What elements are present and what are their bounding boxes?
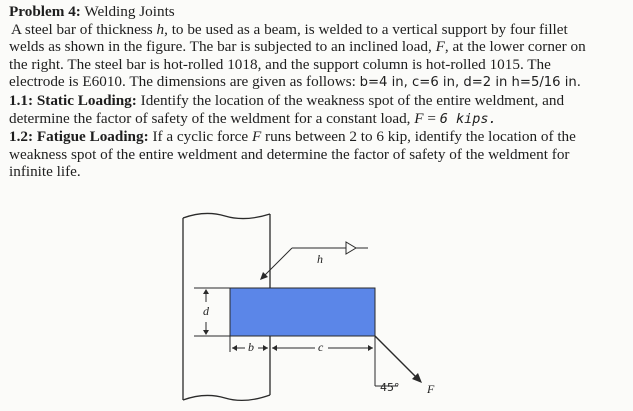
b-arrowhead-left: [232, 345, 237, 351]
part2-line-1: 1.2: Fatigue Loading: If a cyclic force F runs between 2 to 6 kip, identify the location of the: [9, 128, 576, 146]
problem-line-2: welds as shown in the figure. The bar is subjected to an inclined load, F, at the lower corner on: [9, 38, 586, 56]
weld-diagram: [150, 190, 530, 411]
weld-symbol-flag: [346, 242, 356, 254]
label-F: F: [427, 382, 435, 396]
weld-figure: [150, 190, 530, 411]
problem-heading-line: [9, 3, 624, 21]
d-arrowhead-top: [203, 289, 209, 294]
constant-load-value: 6 kips.: [439, 110, 497, 127]
part2-line-2: weakness spot of the entire weldment and determine the factor of safety of the weldment for: [9, 145, 570, 163]
load-arrow: [375, 336, 420, 381]
steel-bar: [230, 288, 375, 336]
problem-line-1: A steel bar of thickness h, to be used as a beam, is welded to a vertical support by four fillet: [11, 20, 568, 38]
c-arrowhead-right: [368, 345, 373, 351]
problem-heading: Problem 4:: [9, 3, 81, 20]
problem-title: Welding Joints: [80, 3, 175, 20]
problem-line-4: electrode is E6010. The dimensions are given as follows: b=4 in, c=6 in, d=2 in h=5/16 in.: [9, 73, 581, 91]
label-b: b: [248, 340, 254, 354]
problem-text: [9, 3, 624, 181]
part2-line-3: infinite life.: [9, 163, 81, 181]
part2-heading: 1.2: Fatigue Loading:: [9, 128, 149, 146]
problem-line-3: the right. The steel bar is hot-rolled 1018, and the support column is hot-rolled 1015. The: [9, 55, 551, 73]
column-top-break: [183, 213, 270, 218]
part1-line-2: determine the factor of safety of the weldment for a constant load, F = 6 kips.: [9, 109, 497, 127]
column-bottom-break: [183, 395, 270, 400]
label-d: d: [203, 304, 209, 318]
b-arrowhead-right: [263, 345, 268, 351]
h-leader-diag: [262, 248, 292, 278]
d-arrowhead-bottom: [203, 330, 209, 335]
part1-line-1: 1.1: Static Loading: Identify the location of the weakness spot of the entire weldment, and: [9, 91, 565, 109]
dimensions: b=4 in, c=6 in, d=2 in h=5/16 in.: [359, 75, 581, 91]
label-c: c: [318, 340, 324, 354]
label-angle: 45°: [380, 381, 400, 394]
part1-heading: 1.1: Static Loading:: [9, 91, 137, 109]
label-h: h: [317, 252, 323, 266]
c-arrowhead-left: [272, 345, 277, 351]
